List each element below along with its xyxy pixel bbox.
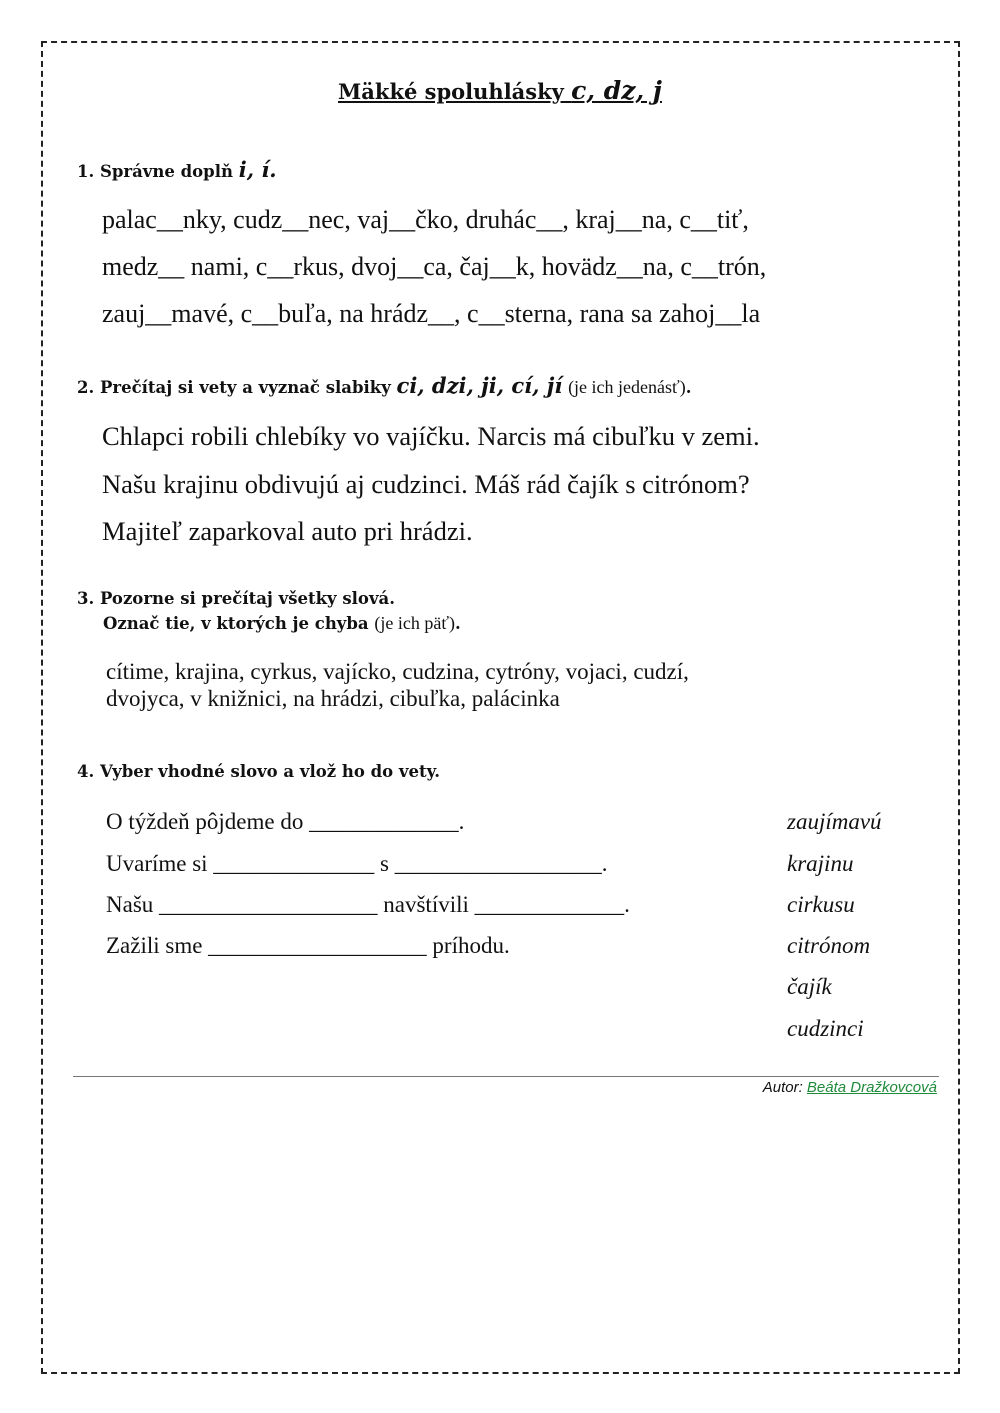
- heading-letters: ci, dzi, ji, cí, jí: [396, 373, 563, 398]
- exercise-1-line: medz__ nami, c__rkus, dvoj__ca, čaj__k, hovädz__na, c__trón,: [102, 252, 767, 281]
- exercise-2-heading: [77, 373, 691, 398]
- heading-end: .: [455, 614, 461, 633]
- exercise-2-line: Našu krajinu obdivujú aj cudzinci. Máš rád čajík s citrónom?: [102, 469, 750, 499]
- word-option: krajinu: [787, 851, 854, 876]
- exercise-3-line: cítime, krajina, cyrkus, vajícko, cudzina, cytróny, vojaci, cudzí,: [106, 659, 689, 684]
- exercise-1-line: palac__nky, cudz__nec, vaj__čko, druhác__, kraj__na, c__tiť,: [102, 205, 749, 234]
- heading-end: .: [685, 378, 692, 397]
- heading-text: 1. Správne doplň: [77, 162, 233, 181]
- exercise-1-line: zauj__mavé, c__buľa, na hrádz__, c__sterna, rana sa zahoj__la: [102, 299, 761, 328]
- heading-text: 2. Prečítaj si vety a vyznač slabiky: [77, 378, 391, 397]
- author-link[interactable]: Beáta Dražkovcová: [806, 1079, 937, 1096]
- heading-letters: i, í.: [238, 157, 277, 182]
- heading-text: Označ tie, v ktorých je chyba: [103, 614, 369, 633]
- title-letters: c, dz, j: [571, 76, 662, 105]
- exercise-4-sentence: Našu ___________________ navštívili _____________.: [106, 892, 630, 917]
- word-option: cirkusu: [787, 892, 855, 917]
- heading-note: (je ich päť): [374, 613, 456, 633]
- author-credit: [763, 1079, 937, 1096]
- word-option: cudzinci: [787, 1016, 864, 1041]
- word-option: citrónom: [787, 933, 871, 958]
- exercise-2-line: Chlapci robili chlebíky vo vajíčku. Narcis má cibuľku v zemi.: [102, 421, 760, 451]
- exercise-3-line: dvojyca, v knižnici, na hrádzi, cibuľka, palácinka: [106, 686, 560, 711]
- footer-divider: [73, 1076, 939, 1077]
- exercise-4-sentence: Uvaríme si ______________ s __________________.: [106, 851, 608, 876]
- exercise-2-line: Majiteľ zaparkoval auto pri hrádzi.: [102, 516, 473, 546]
- exercise-1-heading: [77, 157, 277, 182]
- exercise-4-sentence: O týždeň pôjdeme do _____________.: [106, 809, 465, 834]
- exercise-4-sentence: Zažili sme ___________________ príhodu.: [106, 933, 510, 958]
- heading-note: (je ich jedenásť): [568, 377, 686, 397]
- exercise-3-heading-line1: 3. Pozorne si prečítaj všetky slová.: [77, 589, 395, 608]
- exercise-3-heading-line2: [103, 613, 461, 634]
- page-title: [0, 76, 1000, 105]
- title-text: Mäkké spoluhlásky: [338, 79, 564, 104]
- word-option: čajík: [787, 974, 832, 999]
- exercise-4-heading: 4. Vyber vhodné slovo a vlož ho do vety.: [77, 762, 441, 781]
- word-option: zaujímavú: [787, 809, 882, 834]
- author-label: Autor:: [762, 1079, 803, 1096]
